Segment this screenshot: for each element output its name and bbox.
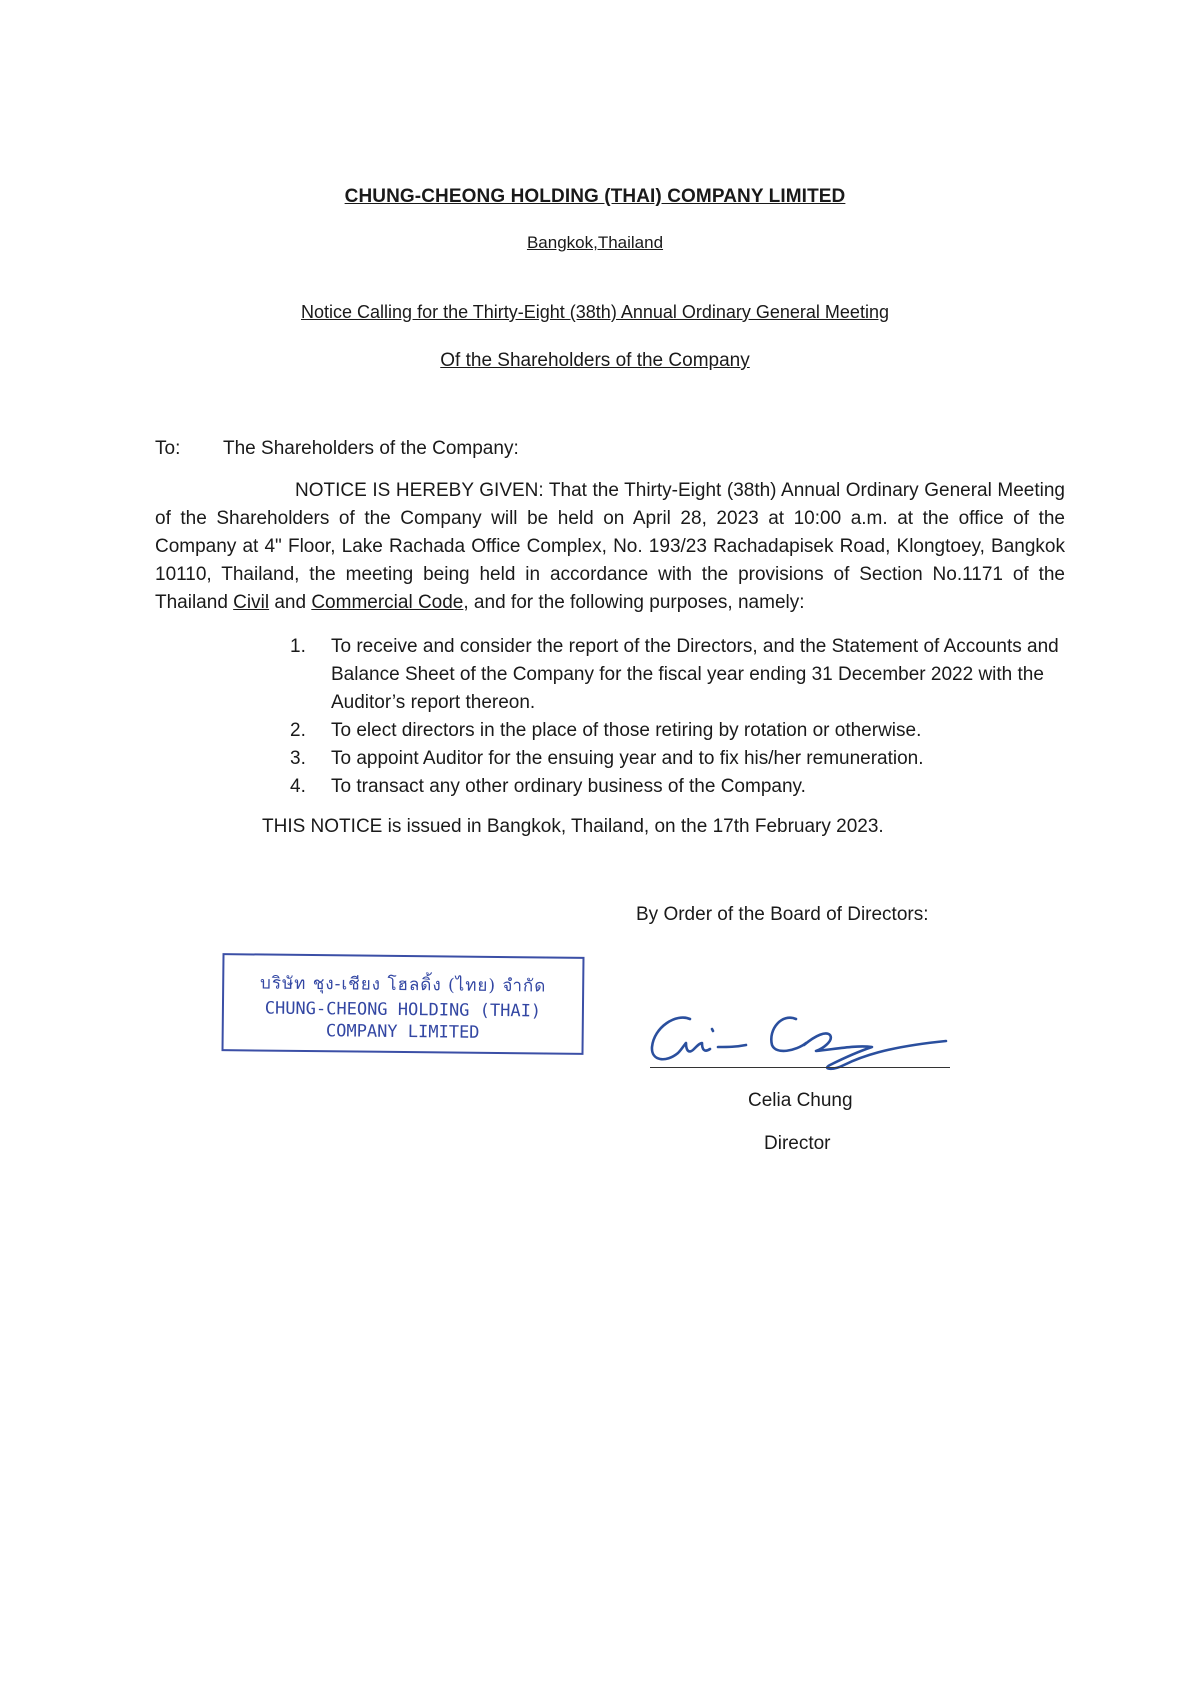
- company-name: CHUNG-CHEONG HOLDING (THAI) COMPANY LIMITED: [344, 186, 846, 207]
- notice-title-line1: Notice Calling for the Thirty-Eight (38th) Annual Ordinary General Meeting: [301, 302, 889, 322]
- agenda-item: [290, 717, 1070, 745]
- signature-line: [650, 1067, 950, 1068]
- stamp-thai-line: บริษัท ชุง-เชียง โฮลดิ้ง (ไทย) จำกัด: [259, 973, 547, 997]
- agenda-list: [290, 633, 1070, 801]
- agenda-item-number: 4.: [290, 776, 306, 797]
- signer-name: Celia Chung: [748, 1090, 853, 1111]
- body-text-part1: NOTICE IS HEREBY GIVEN: That the Thirty-Eight (38th) Annual Ordinary General Meeting of the Shareholders of the Company will be held on April 28, 2023 at 10:00 a.m. at the office of the Company at 4" Floor, Lake Rachada Office Complex, No. 193/23 Rachadapisek Road, Klongtoey, Bangkok 10110, Thailand, the meeting being held in accordance with the provisions of Section No.1171 of the Thailand: [155, 480, 1065, 613]
- company-location: Bangkok,Thailand: [526, 233, 664, 252]
- handwritten-signature: [646, 1005, 956, 1075]
- signer-title: Director: [764, 1133, 831, 1154]
- agenda-item: [290, 633, 1070, 717]
- agenda-item-number: 2.: [290, 720, 306, 741]
- notice-title-line2: Of the Shareholders of the Company: [440, 350, 750, 371]
- stamp-english-line2: COMPANY LIMITED: [325, 1021, 480, 1043]
- stamp-english-line1: CHUNG-CHEONG HOLDING (THAI): [264, 998, 542, 1022]
- by-order-line: By Order of the Board of Directors:: [636, 904, 929, 925]
- agenda-item-number: 1.: [290, 636, 306, 657]
- agenda-item-text: To transact any other ordinary business of the Company.: [331, 776, 806, 797]
- body-text-part2: , and for the following purposes, namely:: [463, 592, 805, 613]
- body-text-and: and: [269, 592, 312, 613]
- body-text-commercial-code: Commercial Code: [311, 592, 464, 613]
- addressee-recipient: The Shareholders of the Company:: [223, 438, 519, 459]
- agenda-item: [290, 745, 1070, 773]
- agenda-item-text: To elect directors in the place of those retiring by rotation or otherwise.: [331, 720, 922, 741]
- agenda-item-number: 3.: [290, 748, 306, 769]
- company-stamp: [221, 953, 584, 1055]
- addressee-label: To:: [155, 438, 181, 459]
- agenda-item-text: To appoint Auditor for the ensuing year and to fix his/her remuneration.: [331, 748, 924, 769]
- body-text-civil: Civil: [233, 592, 270, 613]
- agenda-item: [290, 773, 1070, 801]
- agenda-item-text: To receive and consider the report of the Directors, and the Statement of Accounts and Balance Sheet of the Company for the fiscal year ending 31 December 2022 with the Auditor’s report thereon.: [331, 636, 1059, 713]
- issued-statement: THIS NOTICE is issued in Bangkok, Thailand, on the 17th February 2023.: [262, 816, 884, 837]
- notice-body-paragraph: [155, 477, 1065, 617]
